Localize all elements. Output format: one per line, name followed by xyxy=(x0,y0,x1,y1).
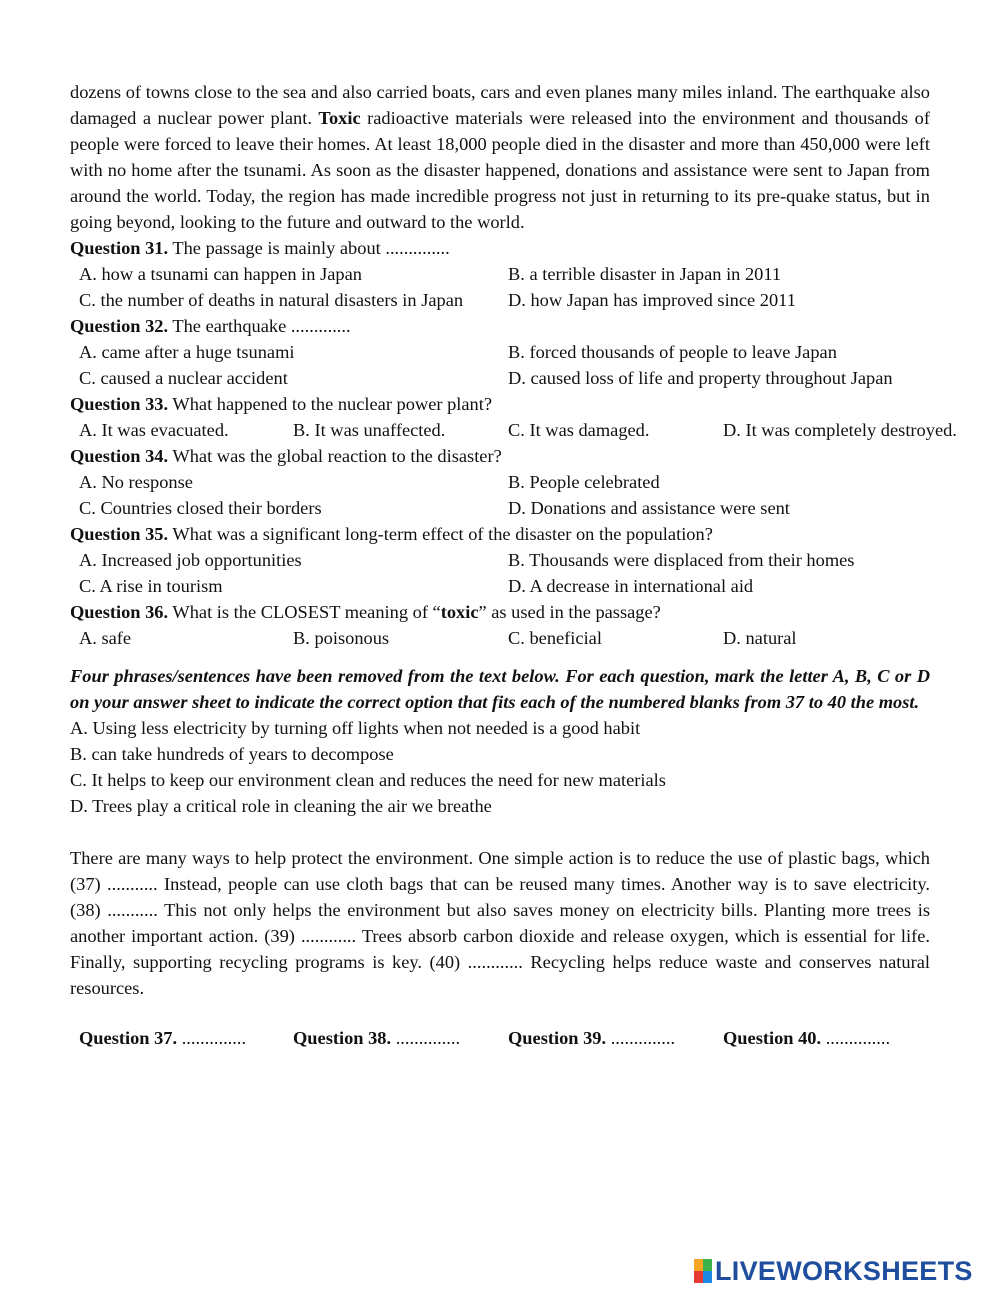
answer-label: Question 38. xyxy=(293,1028,392,1048)
phrase-b: B. can take hundreds of years to decompose xyxy=(70,744,394,764)
spacer xyxy=(70,819,930,845)
option-c[interactable]: C. the number of deaths in natural disasters in Japan xyxy=(79,290,464,310)
passage-text-end: radioactive materials were released into the environment and thousands of people were forced to leave their homes. At least 18,000 people died in the disaster and more than 450,000 were left with no home after the tsunami. As soon as the disaster happened, donations and assistance were sent to Japan from around the world. Today, the region has made incredible progress not just in returning to its pre-quake status, but in going beyond, looking to the future and outward to the world. xyxy=(70,108,930,232)
question-label: Question 34. xyxy=(70,446,169,466)
question-label: Question 33. xyxy=(70,394,169,414)
answer-39[interactable] xyxy=(508,1025,675,1051)
options-row xyxy=(70,287,930,313)
option-b[interactable]: B. People celebrated xyxy=(508,472,660,492)
option-c[interactable]: C. caused a nuclear accident xyxy=(79,368,288,388)
cloze-passage: There are many ways to help protect the environment. One simple action is to reduce the use of plastic bags, which (37) ........... Instead, people can use cloth bags that can be reused many times. Another way is to save electricity. (38) ........... This not only helps the environment but also saves money on electricity bills. Planting more trees is another important action. (39) ............ Trees absorb carbon dioxide and release oxygen, which is essential for life. Finally, supporting recycling programs is key. (40) ............ Recycling helps reduce waste and conserves natural resources. xyxy=(70,848,930,998)
options-row xyxy=(70,495,930,521)
options-row xyxy=(70,625,930,651)
option-d[interactable]: D. caused loss of life and property throughout Japan xyxy=(508,368,893,388)
option-a[interactable]: A. No response xyxy=(79,472,193,492)
question-text-end: ” as used in the passage? xyxy=(478,602,661,622)
question-31 xyxy=(70,235,930,261)
options-row xyxy=(70,573,930,599)
option-d[interactable]: D. A decrease in international aid xyxy=(508,576,754,596)
option-a[interactable]: A. safe xyxy=(79,628,132,648)
question-label: Question 32. xyxy=(70,316,169,336)
options-row xyxy=(70,339,930,365)
option-a[interactable]: A. how a tsunami can happen in Japan xyxy=(79,264,362,284)
option-b[interactable]: B. a terrible disaster in Japan in 2011 xyxy=(508,264,782,284)
logo-icon xyxy=(694,1259,712,1283)
question-bold-word: toxic xyxy=(440,602,479,622)
option-d[interactable]: D. how Japan has improved since 2011 xyxy=(508,290,796,310)
question-text: What happened to the nuclear power plant? xyxy=(168,394,493,414)
options-row xyxy=(70,365,930,391)
question-34 xyxy=(70,443,930,469)
options-row xyxy=(70,469,930,495)
worksheet-page xyxy=(70,79,957,1051)
answer-blank[interactable]: .............. xyxy=(821,1028,891,1048)
question-35 xyxy=(70,521,930,547)
question-text: The passage is mainly about .............. xyxy=(168,238,450,258)
question-text: What is the CLOSEST meaning of “ xyxy=(168,602,441,622)
answer-37[interactable] xyxy=(79,1025,246,1051)
answer-blank[interactable]: .............. xyxy=(391,1028,461,1048)
question-text: What was the global reaction to the disaster? xyxy=(168,446,502,466)
liveworksheets-logo xyxy=(694,1257,973,1285)
passage-text-start: dozens of towns close to the sea and also carried boats, cars and even planes many miles inland. The earthquake also damaged a nuclear power plant. xyxy=(70,82,930,128)
question-32 xyxy=(70,313,930,339)
option-d[interactable]: D. Donations and assistance were sent xyxy=(508,498,790,518)
question-36 xyxy=(70,599,930,625)
option-c[interactable]: C. A rise in tourism xyxy=(79,576,223,596)
answer-38[interactable] xyxy=(293,1025,460,1051)
question-label: Question 36. xyxy=(70,602,169,622)
option-d[interactable]: D. It was completely destroyed. xyxy=(723,420,957,440)
question-label: Question 35. xyxy=(70,524,169,544)
option-c[interactable]: C. beneficial xyxy=(508,628,602,648)
answer-label: Question 40. xyxy=(723,1028,822,1048)
phrase-d: D. Trees play a critical role in cleaning the air we breathe xyxy=(70,796,492,816)
options-row xyxy=(70,261,930,287)
option-c[interactable]: C. Countries closed their borders xyxy=(79,498,322,518)
answer-blank[interactable]: .............. xyxy=(177,1028,247,1048)
logo-text: LIVEWORKSHEETS xyxy=(715,1255,973,1286)
option-b[interactable]: B. forced thousands of people to leave Japan xyxy=(508,342,837,362)
option-a[interactable]: A. It was evacuated. xyxy=(79,420,229,440)
option-b[interactable]: B. It was unaffected. xyxy=(293,420,446,440)
question-text: What was a significant long-term effect of the disaster on the population? xyxy=(168,524,713,544)
option-c[interactable]: C. It was damaged. xyxy=(508,420,650,440)
question-text: The earthquake ............. xyxy=(168,316,351,336)
answer-40[interactable] xyxy=(723,1025,890,1051)
question-33 xyxy=(70,391,930,417)
reading-passage xyxy=(70,79,930,235)
answer-label: Question 39. xyxy=(508,1028,607,1048)
passage-bold-word: Toxic xyxy=(318,108,361,128)
option-b[interactable]: B. poisonous xyxy=(293,628,390,648)
answer-blank[interactable]: .............. xyxy=(606,1028,676,1048)
section-instruction: Four phrases/sentences have been removed from the text below. For each question, mark the letter A, B, C or D on your answer sheet to indicate the correct option that fits each of the numbered blanks from 37 to 40 the most. xyxy=(70,666,930,712)
option-a[interactable]: A. came after a huge tsunami xyxy=(79,342,295,362)
options-row xyxy=(70,417,957,443)
phrase-a: A. Using less electricity by turning off lights when not needed is a good habit xyxy=(70,718,641,738)
option-a[interactable]: A. Increased job opportunities xyxy=(79,550,302,570)
option-b[interactable]: B. Thousands were displaced from their homes xyxy=(508,550,855,570)
phrase-c: C. It helps to keep our environment clean and reduces the need for new materials xyxy=(70,770,666,790)
question-label: Question 31. xyxy=(70,238,169,258)
answer-label: Question 37. xyxy=(79,1028,178,1048)
options-row xyxy=(70,547,930,573)
option-d[interactable]: D. natural xyxy=(723,628,797,648)
answer-row xyxy=(70,1025,930,1051)
